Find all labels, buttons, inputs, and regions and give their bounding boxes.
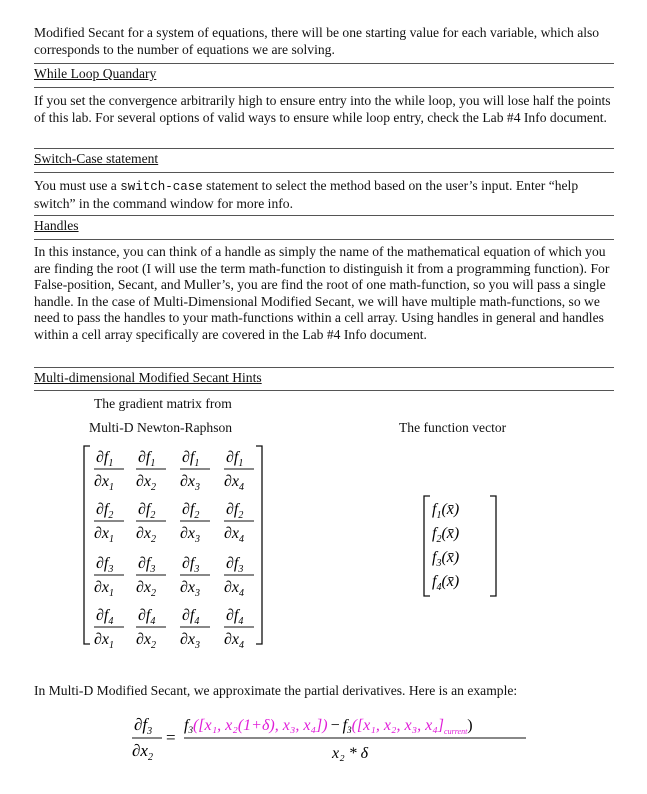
partial-f-numerator: $\partial f_2$ (226, 501, 244, 521)
partial-f-numerator: $\partial f_4$ (138, 607, 156, 627)
gradient-caption-line1: The gradient matrix from (94, 396, 232, 411)
partial-x-denominator: $\partial x_1$ (94, 525, 115, 545)
matrix-entry (94, 501, 124, 545)
partial-x-denominator: $\partial x_4$ (224, 631, 245, 650)
rhs-numerator: f3([x₁, x₂(1+δ), x₃, x₄]) − f3([x₁, x₂, x₃, $x_4]_{current}$) (184, 717, 473, 736)
partial-x-denominator: $\partial x_4$ (224, 579, 245, 599)
matrix-entry (94, 607, 124, 650)
matrix-entry (94, 555, 124, 599)
lhs-numerator: $\partial f_3$ (134, 715, 153, 737)
section-divider (34, 390, 614, 391)
partial-x-denominator: $\partial x_1$ (94, 631, 115, 650)
partial-x-denominator: $\partial x_4$ (224, 473, 245, 493)
switch-case-text-before: You must use a (34, 178, 121, 193)
hints-heading: Multi-dimensional Modified Secant Hints (34, 370, 262, 385)
equals-sign: = (166, 728, 176, 747)
switch-case-heading: Switch-Case statement (34, 151, 159, 166)
partial-x-denominator: $\partial x_2$ (136, 579, 157, 599)
gradient-caption-line2: Multi-D Newton-Raphson (89, 420, 233, 435)
partial-f-numerator: $\partial f_4$ (226, 607, 244, 627)
partial-f-numerator: $\partial f_3$ (226, 555, 244, 575)
partial-f-numerator: $\partial f_4$ (182, 607, 200, 627)
example-equation (120, 706, 540, 772)
function-vector-caption: The function vector (399, 420, 507, 435)
partial-f-numerator: $\partial f_2$ (138, 501, 156, 521)
partial-f-numerator: $\partial f_1$ (96, 449, 114, 469)
handles-paragraph: In this instance, you can think of a handle as simply the name of the mathematical equation of which you are finding the root (I will use the term math-function to distinguish it from a programming function). For False-position, Secant, and Muller’s, you are find the root of one math-function, so you will pass a single handle. In the case of Multi-Dimensional Modified Secant, we will have multiple math-functions, so we need to pass the handles to your math-functions within a cell array. Using handles in general and handles within a cell array specifically are covered in the Lab #4 Info document. (34, 244, 610, 342)
matrix-entry (136, 607, 166, 650)
intro-paragraph: Modified Secant for a system of equations, there will be one starting value for each variable, which also corresponds to the number of equations we are solving. (34, 25, 600, 57)
matrix-entry (224, 449, 254, 493)
matrix-entry (180, 555, 210, 599)
partial-x-denominator: $\partial x_3$ (180, 579, 201, 599)
rhs-denominator: x₂ * δ (332, 745, 369, 762)
section-divider (34, 367, 614, 368)
matrix-entry (224, 501, 254, 545)
function-vector (420, 494, 500, 598)
section-divider (34, 63, 614, 64)
section-divider (34, 172, 614, 173)
vector-entry: $f_2(x̄)$ (432, 525, 460, 545)
partial-x-denominator: $\partial x_3$ (180, 631, 201, 650)
partial-x-denominator: $\partial x_3$ (180, 473, 201, 493)
section-divider (34, 239, 614, 240)
vector-right-bracket (490, 496, 496, 596)
matrix-entry (224, 555, 254, 599)
switch-case-code: switch-case (120, 180, 203, 194)
section-divider (34, 148, 614, 149)
partial-f-numerator: $\partial f_1$ (138, 449, 156, 469)
handles-heading: Handles (34, 218, 79, 233)
matrix-left-bracket (84, 446, 90, 644)
matrix-entry (94, 449, 124, 493)
partial-x-denominator: $\partial x_1$ (94, 579, 115, 599)
while-loop-paragraph: If you set the convergence arbitrarily high to ensure entry into the while loop, you will lose half the points of this lab. For several options of valid ways to ensure while loop entry, check the Lab #4 Info document. (34, 93, 611, 125)
lhs-denominator: $\partial x_2$ (132, 741, 153, 763)
current-arguments: ([x₁, x₂, x₃, x₄] (351, 717, 445, 734)
section-divider (34, 87, 614, 88)
matrix-entry (180, 501, 210, 545)
matrix-entry (136, 555, 166, 599)
gradient-matrix (80, 440, 270, 650)
partial-x-denominator: $\partial x_2$ (136, 473, 157, 493)
partial-x-denominator: $\partial x_2$ (136, 525, 157, 545)
vector-entry: $f_3(x̄)$ (432, 549, 460, 569)
partial-f-numerator: $\partial f_1$ (226, 449, 244, 469)
matrix-entry (180, 449, 210, 493)
matrix-entry (224, 607, 254, 650)
while-loop-heading: While Loop Quandary (34, 66, 157, 81)
partial-x-denominator: $\partial x_4$ (224, 525, 245, 545)
matrix-entry (136, 449, 166, 493)
partial-f-numerator: $\partial f_2$ (96, 501, 114, 521)
matrix-right-bracket (256, 446, 262, 644)
perturbed-arguments: ([x₁, x₂(1+δ), x₃, x₄]) (192, 717, 328, 734)
partial-f-numerator: $\partial f_3$ (96, 555, 114, 575)
partial-x-denominator: $\partial x_3$ (180, 525, 201, 545)
matrix-entry (136, 501, 166, 545)
vector-entry: $f_4(x̄)$ (432, 573, 460, 593)
partial-x-denominator: $\partial x_1$ (94, 473, 115, 493)
partial-f-numerator: $\partial f_4$ (96, 607, 114, 627)
switch-case-text-after: statement to select the method based on the user’s input. Enter “help switch” in the command window for more info. (34, 178, 579, 211)
partial-f-numerator: $\partial f_2$ (182, 501, 200, 521)
partial-x-denominator: $\partial x_2$ (136, 631, 157, 650)
matrix-entry (180, 607, 210, 650)
section-divider (34, 215, 614, 216)
vector-left-bracket (424, 496, 430, 596)
partial-f-numerator: $\partial f_1$ (182, 449, 200, 469)
vector-entry: $f_1(x̄)$ (432, 501, 460, 521)
partial-f-numerator: $\partial f_3$ (182, 555, 200, 575)
example-intro: In Multi-D Modified Secant, we approximate the partial derivatives. Here is an example: (34, 683, 518, 698)
switch-case-paragraph (34, 178, 614, 212)
partial-f-numerator: $\partial f_3$ (138, 555, 156, 575)
